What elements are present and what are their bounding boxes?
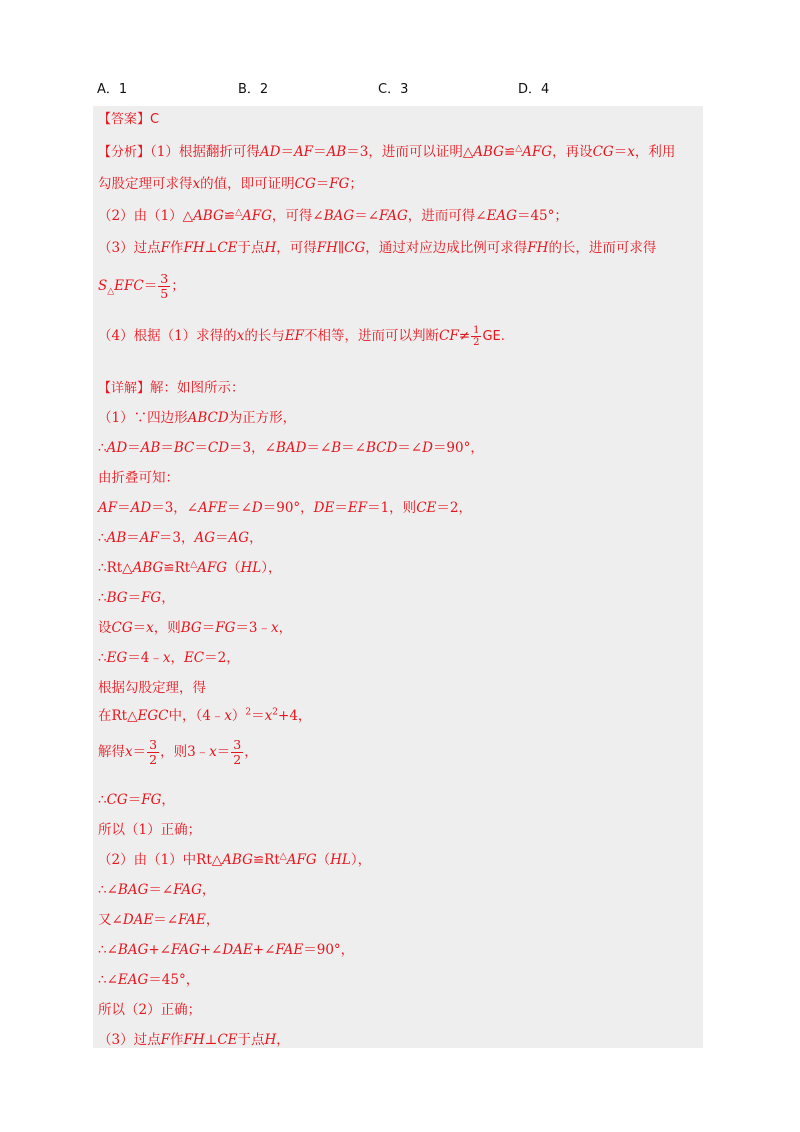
choice-options (97, 78, 717, 98)
solution-panel (93, 106, 703, 1048)
detail-line-8: 设CG＝x，则BG＝FG＝3﹣x， (98, 620, 293, 636)
detail-line-21: （3）过点F作FH⊥CE于点H， (98, 1032, 290, 1048)
analysis-line-3: （2）由（1）△ABG≌△AFG，可得∠BAG＝∠FAG，进而可得∠EAG＝45°； (98, 207, 568, 224)
answer-line: 【答案】C (98, 112, 160, 127)
fraction-1-2: $\frac{1}{2}$ (473, 325, 480, 348)
detail-line-14: 所以（1）正确； (98, 822, 202, 838)
fraction-3-2-b: $\frac{3}{2}$ (233, 737, 242, 767)
analysis-line-6: （4）根据（1）求得的x的长与EF不相等，进而可以判断CF≠ $\frac{1}{2}$ GE. (98, 325, 505, 348)
detail-line-20: 所以（2）正确； (98, 1002, 202, 1018)
detail-line-6: ∴Rt△ABG≌Rt△AFG（HL）， (98, 559, 282, 576)
detail-line-3: 由折叠可知： (98, 470, 179, 486)
analysis-line-1: 【分析】（1）根据翻折可得AD＝AF＝AB＝3，进而可以证明△ABG≌△AFG，再设CG＝x，利用 (98, 143, 676, 160)
analysis-line-5: $S_\triangle EFC=$ $\frac{3}{5}$ ； (98, 271, 185, 301)
option-c[interactable]: C．3 (378, 82, 409, 97)
detail-heading: 【详解】解：如图所示： (98, 380, 245, 396)
detail-line-16: ∴∠BAG＝∠FAG， (98, 882, 216, 898)
option-d[interactable]: D．4 (518, 82, 550, 97)
detail-line-9: ∴EG＝4﹣x，EC＝2， (98, 650, 240, 666)
detail-line-2: ∴AD＝AB＝BC＝CD＝3，∠BAD＝∠B＝∠BCD＝∠D＝90°， (98, 440, 484, 456)
detail-line-15: （2）由（1）中Rt△ABG≌Rt△AFG（HL）， (98, 851, 372, 868)
analysis-line-2: 勾股定理可求得x的值，即可证明CG＝FG； (98, 176, 363, 192)
fraction-3-5: $\frac{3}{5}$ (160, 271, 169, 301)
detail-line-18: ∴∠BAG+∠FAG+∠DAE+∠FAE＝90°， (98, 942, 355, 958)
detail-line-12: 解得x＝ $\frac{3}{2}$ ，则3﹣x＝ $\frac{3}{2}$ ， (98, 737, 258, 767)
detail-line-17: 又∠DAE＝∠FAE， (98, 912, 220, 928)
detail-line-5: ∴AB＝AF＝3，AG＝AG， (98, 530, 263, 546)
detail-line-7: ∴BG＝FG， (98, 590, 175, 606)
option-b[interactable]: B．2 (238, 82, 269, 97)
detail-line-11: 在Rt△EGC中，$(4﹣x)^2=x^2+4$， (98, 707, 312, 724)
detail-line-19: ∴∠EAG＝45°， (98, 972, 200, 988)
analysis-line-4: （3）过点F作FH⊥CE于点H，可得FH∥CG，通过对应边成比例可求得FH的长，进而可求得 (98, 240, 657, 256)
option-a[interactable]: A．1 (97, 82, 128, 97)
detail-line-10: 根据勾股定理，得 (98, 680, 206, 696)
detail-line-1: （1）∵四边形ABCD为正方形， (98, 410, 297, 426)
detail-line-13: ∴CG＝FG， (98, 792, 175, 808)
detail-line-4: AF＝AD＝3，∠AFE＝∠D＝90°，DE＝EF＝1，则CE＝2， (98, 500, 472, 516)
fraction-3-2-a: $\frac{3}{2}$ (149, 737, 158, 767)
